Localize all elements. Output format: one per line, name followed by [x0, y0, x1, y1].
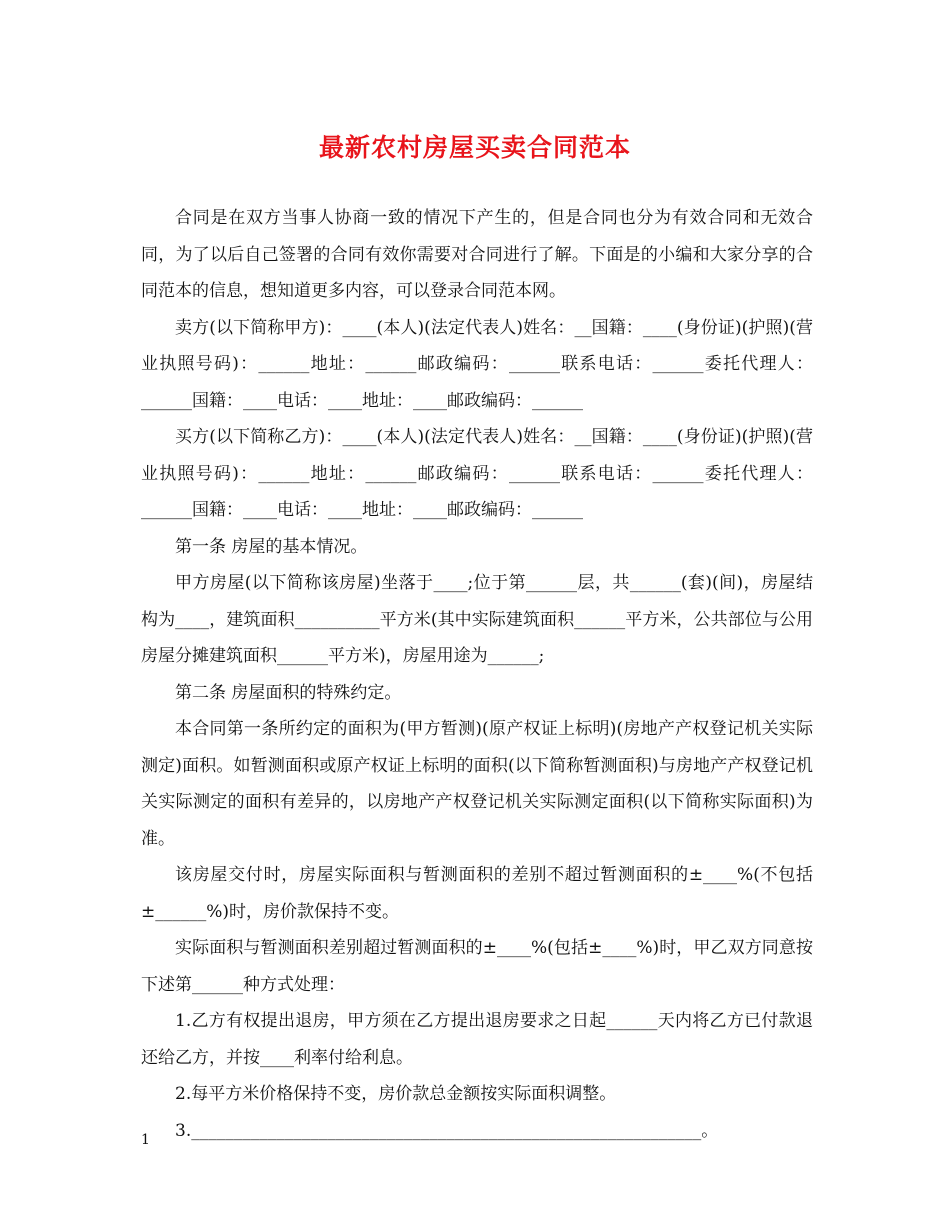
- area-agreement-paragraph: 本合同第一条所约定的面积为(甲方暂测)(原产权证上标明)(房地产产权登记机关实际测定)面积。如暂测面积或原产权证上标明的面积(以下简称暂测面积)与房地产产权登记机关实际测定的面积有差异的，以房地产产权登记机关实际测定面积(以下简称实际面积)为准。: [141, 719, 813, 849]
- intro-paragraph: 合同是在双方当事人协商一致的情况下产生的，但是合同也分为有效合同和无效合同，为了以后自己签署的合同有效你需要对合同进行了解。下面是的小编和大家分享的合同范本的信息，想知道更多内容，可以登录合同范本网。: [141, 208, 813, 301]
- seller-info-paragraph: 卖方(以下简称甲方)：____(本人)(法定代表人)姓名：__国籍：____(身份证)(护照)(营业执照号码)：______地址：______邮政编码：______联系电话：______委托代理人：______国籍：____电话：____地址：____邮政编码：______: [141, 317, 813, 411]
- area-exceed-paragraph: 实际面积与暂测面积差别超过暂测面积的±____%(包括±____%)时，甲乙双方同意按下述第______种方式处理：: [141, 938, 813, 995]
- area-tolerance-paragraph: 该房屋交付时，房屋实际面积与暂测面积的差别不超过暂测面积的±____%(不包括±______%)时，房价款保持不变。: [141, 865, 813, 922]
- option-1-paragraph: 1.乙方有权提出退房，甲方须在乙方提出退房要求之日起______天内将乙方已付款退还给乙方，并按____利率付给利息。: [141, 1011, 813, 1068]
- document-body: [141, 200, 813, 1149]
- property-details-paragraph: 甲方房屋(以下简称该房屋)坐落于____;位于第______层，共______(套)(间)，房屋结构为____，建筑面积__________平方米(其中实际建筑面积______平方米，公共部位与公用房屋分摊建筑面积______平方米)，房屋用途为______;: [141, 573, 813, 666]
- buyer-info-paragraph: 买方(以下简称乙方)：____(本人)(法定代表人)姓名：__国籍：____(身份证)(护照)(营业执照号码)：______地址：______邮政编码：______联系电话：______委托代理人：______国籍：____电话：____地址：____邮政编码：______: [141, 427, 813, 520]
- article-2-heading: 第二条 房屋面积的特殊约定。: [175, 682, 402, 703]
- page-number: 1: [141, 1132, 150, 1148]
- option-2-paragraph: 2.每平方米价格保持不变，房价款总金额按实际面积调整。: [175, 1084, 617, 1104]
- document-title: 最新农村房屋买卖合同范本: [318, 133, 631, 162]
- article-1-heading: 第一条 房屋的基本情况。: [175, 536, 368, 557]
- option-3-paragraph: 3.____________________________________________________________。: [175, 1120, 719, 1141]
